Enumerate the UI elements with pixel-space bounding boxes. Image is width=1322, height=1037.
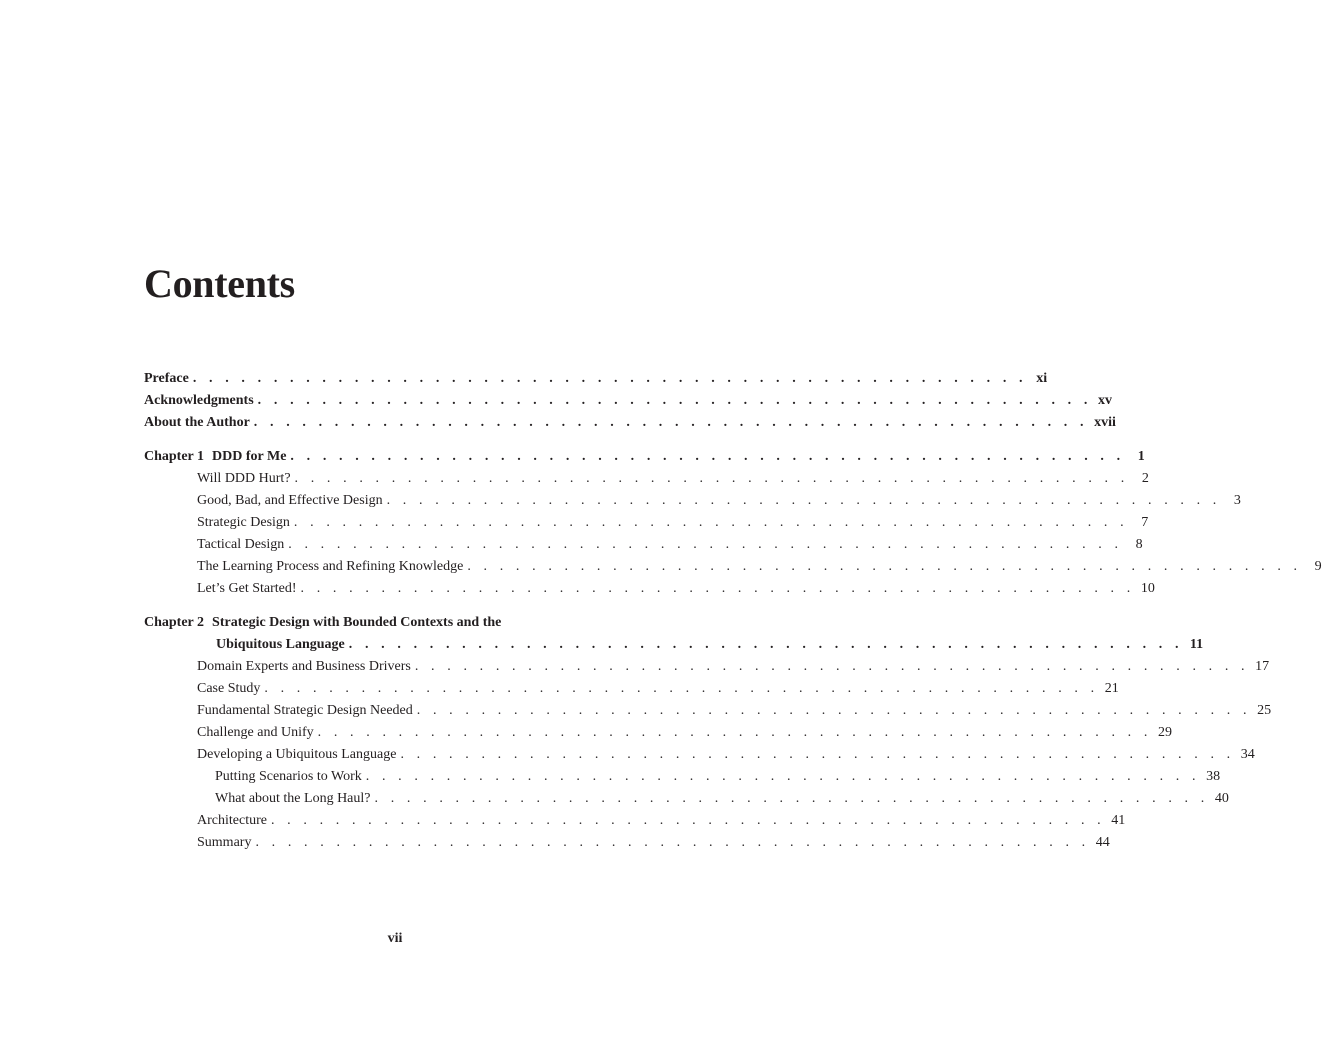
dot-leader: . . . . . . . . . . . . . . . . . . . . . . . . . . . . . . . . . . . . . . . . . . . . . . . . . . . . [400, 747, 1235, 762]
chapter-number: Chapter 1 [144, 449, 205, 464]
toc-entry-acknowledgments[interactable] [144, 390, 1112, 412]
dot-leader: . . . . . . . . . . . . . . . . . . . . . . . . . . . . . . . . . . . . . . . . . . . . . . . . . . . . [414, 659, 1250, 674]
toc-entry-page: 9 [1314, 559, 1322, 574]
toc-chapter-2-continuation[interactable] [144, 634, 1204, 656]
toc-entry-page: 11 [1189, 637, 1204, 652]
toc-section-title: Will DDD Hurt? [197, 468, 295, 490]
toc-entry-page: 29 [1157, 725, 1172, 740]
dot-leader: . . . . . . . . . . . . . . . . . . . . . . . . . . . . . . . . . . . . . . . . . . . . . . . . . . . . [293, 515, 1129, 530]
dot-leader: . . . . . . . . . . . . . . . . . . . . . . . . . . . . . . . . . . . . . . . . . . . . . . . . . . . . [255, 835, 1090, 850]
dot-leader: . . . . . . . . . . . . . . . . . . . . . . . . . . . . . . . . . . . . . . . . . . . . . . . . . . . . [365, 769, 1201, 784]
toc-section[interactable] [144, 700, 1272, 722]
page-title: Contents [144, 261, 295, 306]
dot-leader: . . . . . . . . . . . . . . . . . . . . . . . . . . . . . . . . . . . . . . . . . . . . . . . . . . . . [192, 371, 1028, 386]
toc-section-title: Fundamental Strategic Design Needed [197, 700, 417, 722]
dot-leader: . . . . . . . . . . . . . . . . . . . . . . . . . . . . . . . . . . . . . . . . . . . . . . . . . . . . [288, 537, 1123, 552]
dot-leader: . . . . . . . . . . . . . . . . . . . . . . . . . . . . . . . . . . . . . . . . . . . . . . . . . . . . [317, 725, 1152, 740]
toc-entry-page: 17 [1255, 659, 1270, 674]
toc-subsection[interactable] [144, 788, 1229, 810]
chapter-number: Chapter 2 [144, 615, 205, 630]
toc-entry-title: Acknowledgments [144, 390, 258, 412]
toc-entry-page: 38 [1206, 769, 1221, 784]
toc-entry-page: 10 [1140, 581, 1155, 596]
toc-section-title: Strategic Design [197, 512, 294, 534]
dot-leader: . . . . . . . . . . . . . . . . . . . . . . . . . . . . . . . . . . . . . . . . . . . . . . . . . . . . [467, 559, 1302, 574]
toc-section[interactable] [144, 722, 1172, 744]
toc-subsection-title: Putting Scenarios to Work [215, 766, 366, 788]
toc-section-title: Summary [197, 832, 255, 854]
toc-entry-page: 21 [1104, 681, 1119, 696]
toc-entry-title: Preface [144, 368, 193, 390]
toc-entry-preface[interactable] [144, 368, 1048, 390]
toc-section[interactable] [144, 512, 1149, 534]
toc-section[interactable] [144, 810, 1126, 832]
toc-section[interactable] [144, 556, 1322, 578]
toc-chapter-heading [144, 446, 290, 468]
toc-chapter-2[interactable] [144, 612, 644, 634]
toc-subsection[interactable] [144, 766, 1221, 788]
toc-chapter-1[interactable] [144, 446, 1145, 468]
toc-section[interactable] [144, 468, 1149, 490]
dot-leader: . . . . . . . . . . . . . . . . . . . . . . . . . . . . . . . . . . . . . . . . . . . . . . . . . . . . [253, 415, 1089, 430]
dot-leader: . . . . . . . . . . . . . . . . . . . . . . . . . . . . . . . . . . . . . . . . . . . . . . . . . . . . [264, 681, 1099, 696]
dot-leader: . . . . . . . . . . . . . . . . . . . . . . . . . . . . . . . . . . . . . . . . . . . . . . . . . . . . [300, 581, 1135, 596]
toc-section-title: Let’s Get Started! [197, 578, 301, 600]
toc-entry-page: xi [1036, 371, 1048, 386]
toc-section[interactable] [144, 678, 1119, 700]
toc-entry-page: 25 [1257, 703, 1272, 718]
toc-entry-page: 1 [1137, 449, 1145, 464]
chapter-title: DDD for Me [212, 449, 287, 464]
toc-entry-page: 8 [1135, 537, 1143, 552]
toc-section[interactable] [144, 744, 1255, 766]
toc-section-title: Case Study [197, 678, 264, 700]
toc-section[interactable] [144, 490, 1241, 512]
toc-section-title: Developing a Ubiquitous Language [197, 744, 400, 766]
toc-subsection-title: What about the Long Haul? [215, 788, 375, 810]
dot-leader: . . . . . . . . . . . . . . . . . . . . . . . . . . . . . . . . . . . . . . . . . . . . . . . . . . . . [386, 493, 1221, 508]
dot-leader: . . . . . . . . . . . . . . . . . . . . . . . . . . . . . . . . . . . . . . . . . . . . . . . . . . . . [374, 791, 1209, 806]
toc-entry-page: 40 [1214, 791, 1229, 806]
toc-section-title: Architecture [197, 810, 271, 832]
dot-leader: . . . . . . . . . . . . . . . . . . . . . . . . . . . . . . . . . . . . . . . . . . . . . . . . . . . . [290, 449, 1125, 464]
toc-entry-page: 34 [1240, 747, 1255, 762]
toc-section[interactable] [144, 534, 1143, 556]
toc-section-title: Challenge and Unify [197, 722, 318, 744]
toc-section[interactable] [144, 832, 1110, 854]
toc-section-title: Good, Bad, and Effective Design [197, 490, 387, 512]
toc-entry-about-the-author[interactable] [144, 412, 1116, 434]
toc-chapter-heading [144, 612, 505, 634]
page-number: vii [387, 931, 403, 946]
toc-entry-title: About the Author [144, 412, 254, 434]
toc-entry-page: xv [1097, 393, 1112, 408]
dot-leader: . . . . . . . . . . . . . . . . . . . . . . . . . . . . . . . . . . . . . . . . . . . . . . . . . . . . [270, 813, 1106, 828]
table-of-contents [144, 368, 1322, 854]
toc-entry-page: 41 [1111, 813, 1126, 828]
toc-section[interactable] [144, 656, 1270, 678]
dot-leader: . . . . . . . . . . . . . . . . . . . . . . . . . . . . . . . . . . . . . . . . . . . . . . . . . . . . [348, 637, 1184, 652]
dot-leader: . . . . . . . . . . . . . . . . . . . . . . . . . . . . . . . . . . . . . . . . . . . . . . . . . . . . [416, 703, 1252, 718]
toc-section[interactable] [144, 578, 1155, 600]
toc-entry-page: xvii [1094, 415, 1116, 430]
toc-entry-page: 2 [1141, 471, 1149, 486]
toc-entry-page: 44 [1095, 835, 1110, 850]
chapter-title: Strategic Design with Bounded Contexts and the [212, 615, 502, 630]
toc-entry-page: 7 [1141, 515, 1149, 530]
chapter-title-continued: Ubiquitous Language [216, 634, 349, 656]
toc-section-title: The Learning Process and Refining Knowledge [197, 556, 467, 578]
toc-entry-page: 3 [1233, 493, 1241, 508]
dot-leader: . . . . . . . . . . . . . . . . . . . . . . . . . . . . . . . . . . . . . . . . . . . . . . . . . . . . [257, 393, 1092, 408]
dot-leader: . . . . . . . . . . . . . . . . . . . . . . . . . . . . . . . . . . . . . . . . . . . . . . . . . . . . [294, 471, 1129, 486]
toc-section-title: Tactical Design [197, 534, 288, 556]
toc-section-title: Domain Experts and Business Drivers [197, 656, 415, 678]
